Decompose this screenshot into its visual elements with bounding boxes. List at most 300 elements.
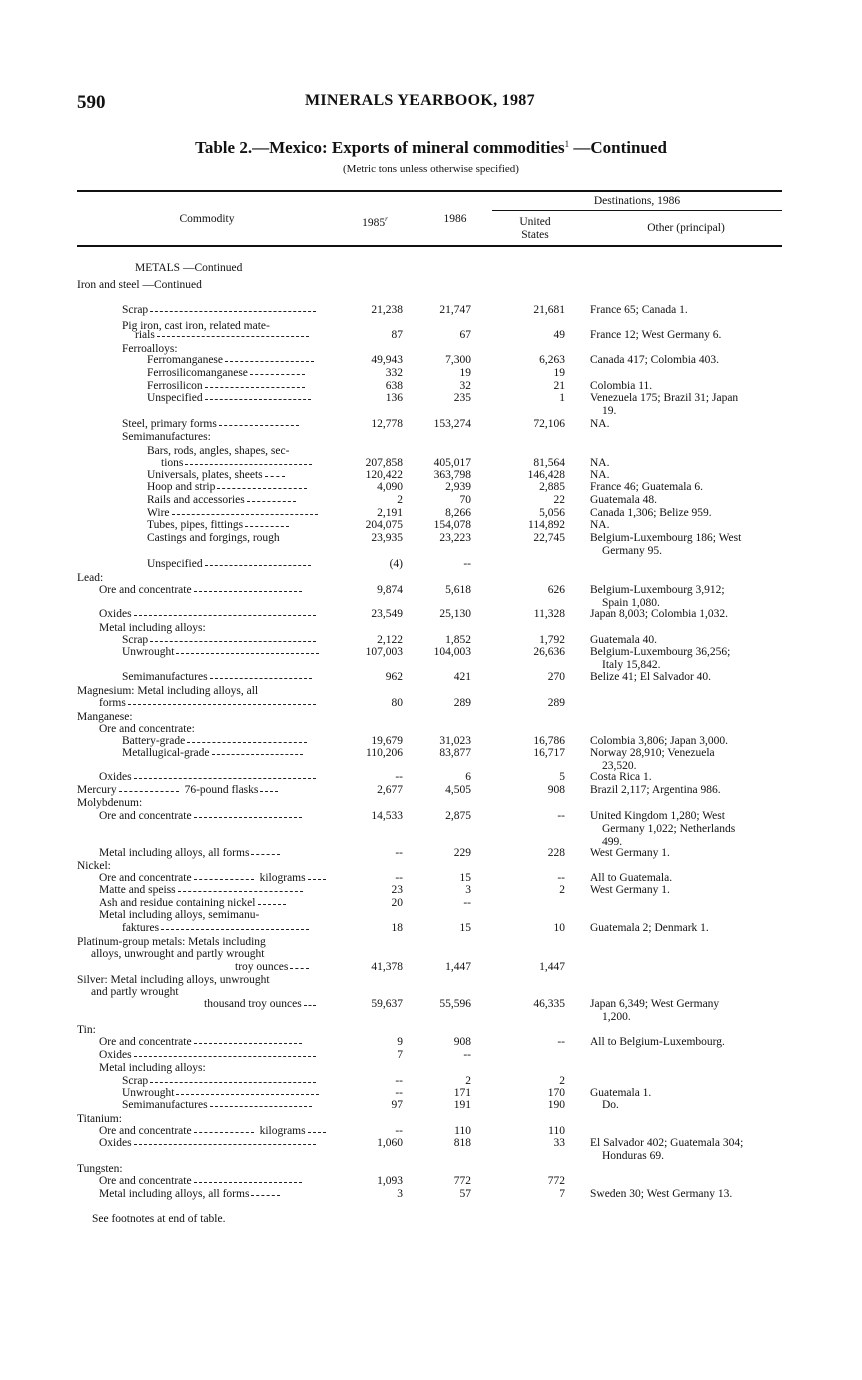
value-1986: 104,003 <box>433 646 471 658</box>
table-row <box>77 847 787 861</box>
value-1986: 7,300 <box>445 354 471 366</box>
commodity-label: tions <box>161 457 184 469</box>
value-united-states: 21 <box>553 380 565 392</box>
other-destinations <box>590 922 709 935</box>
value-1985: 23 <box>391 884 403 896</box>
commodity-cell <box>147 367 305 380</box>
commodity-label: thousand troy ounces <box>204 998 302 1010</box>
value-united-states: 72,106 <box>533 418 565 430</box>
value-1986: 405,017 <box>433 457 471 469</box>
other-destinations <box>590 646 730 672</box>
destination-line: Venezuela 175; Brazil 31; Japan <box>590 392 739 404</box>
other-destinations <box>590 671 711 684</box>
commodity-label: Unwrought <box>122 646 175 658</box>
value-1985: 87 <box>391 329 403 341</box>
title-footnote-mark: 1 <box>564 139 570 149</box>
commodity-label: Metal including alloys, all forms <box>99 847 250 859</box>
leader-dots <box>308 1129 326 1133</box>
table-row <box>77 646 787 671</box>
leader-dots <box>219 422 299 426</box>
value-united-states: 270 <box>547 671 565 683</box>
value-1986: 1,447 <box>445 961 471 973</box>
destination-line: France 12; West Germany 6. <box>590 329 722 341</box>
commodity-label: Metallugical-grade <box>122 747 210 759</box>
value-united-states: 5,056 <box>539 507 565 519</box>
table-row <box>77 671 787 685</box>
other-destinations <box>590 494 657 507</box>
value-1986: 153,274 <box>433 418 471 430</box>
leader-dots <box>134 1141 317 1145</box>
commodity-label: Manganese: <box>77 711 133 723</box>
value-united-states: 11,328 <box>533 608 565 620</box>
destination-line: NA. <box>590 457 610 469</box>
commodity-label: Ore and concentrate <box>99 584 192 596</box>
value-1985: 207,858 <box>365 457 403 469</box>
value-1985: 19,679 <box>371 735 403 747</box>
header-other-principal: Other (principal) <box>647 222 725 234</box>
commodity-label: Ore and concentrate <box>99 872 192 884</box>
destination-continuation: 499. <box>602 836 623 848</box>
value-united-states: 289 <box>547 697 565 709</box>
commodity-label: Magnesium: Metal including alloys, all <box>77 685 259 697</box>
leader-dots <box>194 1040 303 1044</box>
commodity-label: faktures <box>122 922 160 934</box>
other-destinations <box>590 532 741 558</box>
value-united-states: 19 <box>553 367 565 379</box>
value-united-states: 908 <box>547 784 565 796</box>
value-united-states: 16,717 <box>533 747 565 759</box>
commodity-cell <box>122 922 309 935</box>
value-united-states: -- <box>557 810 565 822</box>
commodity-cell <box>235 961 309 974</box>
other-destinations <box>590 1099 619 1112</box>
commodity-cell <box>122 418 299 431</box>
value-1986: -- <box>463 558 471 570</box>
commodity-cell <box>99 810 302 823</box>
value-1986: 171 <box>453 1087 471 1099</box>
other-destinations <box>590 354 719 367</box>
value-united-states: 228 <box>547 847 565 859</box>
leader-dots <box>217 485 306 489</box>
table-row <box>77 354 787 368</box>
table-row <box>77 304 787 318</box>
destination-line: Belgium-Luxembourg 36,256; <box>590 646 731 658</box>
leader-dots <box>205 384 306 388</box>
value-1985: -- <box>395 1075 403 1087</box>
header-united-states <box>495 216 575 242</box>
commodity-cell <box>99 584 302 597</box>
value-1986: -- <box>463 897 471 909</box>
other-destinations <box>590 884 670 897</box>
value-united-states: 1 <box>559 392 565 404</box>
value-united-states: 114,892 <box>528 519 565 531</box>
commodity-label: Semimanufactures: <box>122 431 211 443</box>
value-1985: 2,191 <box>377 507 403 519</box>
table-row <box>77 262 787 276</box>
leader-dots <box>161 926 309 930</box>
table-row <box>77 1175 787 1189</box>
value-1986: 23,223 <box>439 532 471 544</box>
commodity-label: Metal including alloys, all forms <box>99 1188 250 1200</box>
leader-dots <box>119 788 179 792</box>
value-1986: 55,596 <box>439 998 471 1010</box>
other-destinations <box>590 418 610 431</box>
destination-line: West Germany 1. <box>590 847 670 859</box>
leader-dots <box>250 371 305 375</box>
leader-dots <box>172 511 318 515</box>
commodity-label: Titanium: <box>77 1113 122 1125</box>
leader-dots <box>194 814 303 818</box>
destination-line: Guatemala 1. <box>590 1087 652 1099</box>
commodity-cell <box>147 519 289 532</box>
value-1985: -- <box>395 847 403 859</box>
value-1986: 2 <box>465 1075 471 1087</box>
commodity-label: Oxides <box>99 771 132 783</box>
table-row <box>77 481 787 495</box>
commodity-cell <box>99 1188 280 1201</box>
leader-dots <box>205 396 311 400</box>
value-1986: 32 <box>459 380 471 392</box>
value-united-states: 22,745 <box>533 532 565 544</box>
commodity-cell <box>99 1137 316 1150</box>
value-1985: 1,060 <box>377 1137 403 1149</box>
commodity-cell <box>135 262 242 275</box>
table-row <box>77 279 787 293</box>
value-united-states: 2 <box>559 1075 565 1087</box>
destination-continuation: 19. <box>602 405 617 417</box>
leader-dots <box>134 1053 317 1057</box>
value-1985: (4) <box>389 558 403 570</box>
table-row <box>77 909 787 923</box>
leader-dots <box>245 523 289 527</box>
value-1985: 3 <box>397 1188 403 1200</box>
destination-line: Do. <box>602 1099 619 1111</box>
value-1985: 332 <box>385 367 403 379</box>
destination-line: NA. <box>590 418 610 430</box>
value-1985: 80 <box>391 697 403 709</box>
value-1985: 49,943 <box>371 354 403 366</box>
commodity-label: Lead: <box>77 572 104 584</box>
commodity-label: troy ounces <box>235 961 289 973</box>
table-row <box>77 1062 787 1076</box>
commodity-label: Tungsten: <box>77 1163 123 1175</box>
leader-dots <box>225 358 314 362</box>
destinations-rule <box>492 210 782 211</box>
other-destinations <box>590 304 688 317</box>
destination-line: Sweden 30; West Germany 13. <box>590 1188 733 1200</box>
table-row <box>77 431 787 445</box>
commodity-label: Ferrosilicon <box>147 380 203 392</box>
table-row <box>77 810 787 848</box>
value-united-states: -- <box>557 872 565 884</box>
value-1985: 110,206 <box>366 747 403 759</box>
commodity-cell <box>147 494 296 507</box>
table-top-rule <box>77 190 782 192</box>
leader-dots <box>150 1079 316 1083</box>
table-row <box>77 771 787 785</box>
value-1986: 25,130 <box>439 608 471 620</box>
commodity-cell <box>122 1099 312 1112</box>
value-1986: 421 <box>453 671 471 683</box>
leader-dots <box>251 851 280 855</box>
commodity-label: Metal including alloys: <box>99 1062 206 1074</box>
commodity-label: Ore and concentrate <box>99 1125 192 1137</box>
commodity-cell <box>147 558 311 571</box>
header-commodity: Commodity <box>179 213 235 225</box>
commodity-label: Bars, rods, angles, shapes, sec- <box>147 445 290 457</box>
value-united-states: 2,885 <box>539 481 565 493</box>
commodity-label: Metal including alloys, semimanu- <box>99 909 260 921</box>
value-1985: 9,874 <box>377 584 403 596</box>
value-united-states: 626 <box>547 584 565 596</box>
value-united-states: 170 <box>547 1087 565 1099</box>
table-row <box>77 784 787 798</box>
commodity-cell <box>122 671 312 684</box>
header-us-line1: United <box>519 216 551 228</box>
leader-dots <box>176 650 319 654</box>
commodity-cell <box>122 646 319 659</box>
destination-line: Colombia 3,806; Japan 3,000. <box>590 735 728 747</box>
value-united-states: 1,792 <box>539 634 565 646</box>
value-1986: 6 <box>465 771 471 783</box>
destination-line: Belgium-Luxembourg 186; West <box>590 532 742 544</box>
value-united-states: 6,263 <box>539 354 565 366</box>
commodity-label: Tubes, pipes, fittings <box>147 519 244 531</box>
other-destinations <box>590 608 728 621</box>
other-destinations <box>590 1036 725 1049</box>
value-united-states: 10 <box>553 922 565 934</box>
value-united-states: 46,335 <box>533 998 565 1010</box>
value-1985: 204,075 <box>365 519 403 531</box>
leader-dots <box>194 1129 254 1133</box>
other-destinations <box>590 329 721 342</box>
value-united-states: -- <box>557 1036 565 1048</box>
leader-dots <box>134 612 317 616</box>
value-1985: 2,122 <box>377 634 403 646</box>
commodity-label: Universals, plates, sheets <box>147 469 263 481</box>
commodity-label: Pig iron, cast iron, related mate- <box>122 320 270 332</box>
commodity-cell <box>99 1062 206 1075</box>
value-1985: 97 <box>391 1099 403 1111</box>
commodity-cell <box>122 431 211 444</box>
footnote-reference: See footnotes at end of table. <box>92 1213 226 1225</box>
commodity-label: Iron and steel —Continued <box>77 279 202 291</box>
value-1986: 15 <box>459 922 471 934</box>
commodity-label: and partly wrought <box>91 986 179 998</box>
commodity-cell <box>135 329 309 342</box>
leader-dots <box>205 562 311 566</box>
value-1986: 83,877 <box>439 747 471 759</box>
commodity-cell <box>91 948 264 961</box>
value-1985: 1,093 <box>377 1175 403 1187</box>
other-destinations <box>590 519 610 532</box>
leader-dots <box>290 965 308 969</box>
table-row <box>77 418 787 432</box>
value-1986: 15 <box>459 872 471 884</box>
leader-dots <box>150 308 316 312</box>
other-destinations <box>590 847 670 860</box>
destination-line: Brazil 2,117; Argentina 986. <box>590 784 721 796</box>
value-united-states: 5 <box>559 771 565 783</box>
destination-continuation: Italy 15,842. <box>602 659 661 671</box>
commodity-cell <box>99 1175 302 1188</box>
other-destinations <box>590 784 721 797</box>
header-bottom-rule <box>77 245 782 247</box>
commodity-label: Semimanufactures <box>122 671 208 683</box>
header-1986: 1986 <box>443 213 467 225</box>
destination-line: Belize 41; El Salvador 40. <box>590 671 712 683</box>
commodity-cell <box>99 697 316 710</box>
leader-dots <box>265 473 286 477</box>
commodity-cell <box>99 884 303 897</box>
commodity-label: Oxides <box>99 1137 132 1149</box>
value-1985: 41,378 <box>371 961 403 973</box>
value-united-states: 7 <box>559 1188 565 1200</box>
destination-line: Colombia 11. <box>590 380 653 392</box>
commodity-label: Scrap <box>122 304 149 316</box>
value-1986: 2,939 <box>445 481 471 493</box>
commodity-label: Scrap <box>122 634 149 646</box>
header-1985-label: 1985 <box>362 216 386 229</box>
commodity-label: Unspecified <box>147 558 203 570</box>
commodity-label: Ore and concentrate <box>99 1036 192 1048</box>
value-1986: 191 <box>453 1099 471 1111</box>
destination-line: All to Belgium-Luxembourg. <box>590 1036 725 1048</box>
commodity-label: Unwrought <box>122 1087 175 1099</box>
leader-dots <box>194 876 254 880</box>
value-1986: 57 <box>459 1188 471 1200</box>
destination-continuation: Germany 1,022; Netherlands <box>602 823 736 835</box>
leader-dots <box>128 701 317 705</box>
value-1985: 12,778 <box>371 418 403 430</box>
value-1985: 2 <box>397 494 403 506</box>
commodity-label: Oxides <box>99 608 132 620</box>
commodity-cell <box>147 532 280 545</box>
table-row <box>77 1036 787 1050</box>
table-row <box>77 1188 787 1202</box>
unit-label: 76-pound flasks <box>184 784 259 796</box>
table-row <box>77 519 787 533</box>
destination-line: Guatemala 48. <box>590 494 658 506</box>
commodity-cell <box>77 784 278 797</box>
destination-line: West Germany 1. <box>590 884 670 896</box>
destination-continuation: 23,520. <box>602 760 637 772</box>
leader-dots <box>194 1179 303 1183</box>
value-1985: 136 <box>385 392 403 404</box>
table-subtitle: (Metric tons unless otherwise specified) <box>343 163 519 175</box>
destination-line: All to Guatemala. <box>590 872 673 884</box>
value-1986: 70 <box>459 494 471 506</box>
table-row <box>77 608 787 622</box>
leader-dots <box>134 775 317 779</box>
commodity-cell <box>122 304 316 317</box>
value-1986: 908 <box>453 1036 471 1048</box>
value-1985: 20 <box>391 897 403 909</box>
commodity-label: Ferroalloys: <box>122 343 178 355</box>
leader-dots <box>247 498 296 502</box>
commodity-label: Wire <box>147 507 170 519</box>
table-row <box>77 747 787 772</box>
value-1985: -- <box>395 771 403 783</box>
leader-dots <box>251 1192 280 1196</box>
table-row <box>77 584 787 609</box>
value-1986: 21,747 <box>439 304 471 316</box>
value-1985: -- <box>395 872 403 884</box>
value-united-states: 81,564 <box>533 457 565 469</box>
destination-line: France 65; Canada 1. <box>590 304 688 316</box>
table-row <box>77 329 787 343</box>
value-united-states: 190 <box>547 1099 565 1111</box>
title-text: Table 2.—Mexico: Exports of mineral commodities <box>195 138 565 157</box>
other-destinations <box>590 1188 732 1201</box>
table-row <box>77 367 787 381</box>
commodity-label: Ferromanganese <box>147 354 223 366</box>
other-destinations <box>590 810 735 849</box>
value-united-states: 26,636 <box>533 646 565 658</box>
commodity-label: Ore and concentrate <box>99 1175 192 1187</box>
commodity-label: Oxides <box>99 1049 132 1061</box>
destination-line: Canada 417; Colombia 403. <box>590 354 720 366</box>
header-destinations: Destinations, 1986 <box>593 195 681 207</box>
value-united-states: 2 <box>559 884 565 896</box>
value-united-states: 21,681 <box>533 304 565 316</box>
commodity-cell <box>77 797 142 810</box>
title-suffix: —Continued <box>569 138 667 157</box>
other-destinations <box>590 998 719 1024</box>
value-1985: -- <box>395 1087 403 1099</box>
value-united-states: 16,786 <box>533 735 565 747</box>
destination-line: NA. <box>590 469 610 481</box>
table-row <box>77 948 787 962</box>
value-united-states: 49 <box>553 329 565 341</box>
commodity-label: Scrap <box>122 1075 149 1087</box>
commodity-label: Matte and speiss <box>99 884 176 896</box>
commodity-label: Battery-grade <box>122 735 186 747</box>
value-1985: 14,533 <box>371 810 403 822</box>
table-row <box>77 961 787 975</box>
commodity-cell <box>204 998 316 1011</box>
value-1985: 23,935 <box>371 532 403 544</box>
value-1986: 19 <box>459 367 471 379</box>
commodity-label: Nickel: <box>77 860 111 872</box>
table-row <box>77 797 787 811</box>
other-destinations <box>590 1137 743 1163</box>
value-1985: 4,090 <box>377 481 403 493</box>
commodity-label: Hoop and strip <box>147 481 216 493</box>
commodity-label: Semimanufactures <box>122 1099 208 1111</box>
value-1986: 818 <box>453 1137 471 1149</box>
commodity-label: Platinum-group metals: Metals including <box>77 936 266 948</box>
commodity-label: Molybdenum: <box>77 797 143 809</box>
table-row <box>77 922 787 936</box>
value-1986: -- <box>463 1049 471 1061</box>
commodity-label: Castings and forgings, rough <box>147 532 280 544</box>
destination-line: Japan 6,349; West Germany <box>590 998 720 1010</box>
running-head: MINERALS YEARBOOK, 1987 <box>305 92 535 109</box>
table-row <box>77 1099 787 1113</box>
commodity-cell <box>99 1036 302 1049</box>
value-united-states: 1,447 <box>539 961 565 973</box>
destination-line: Guatemala 2; Denmark 1. <box>590 922 709 934</box>
commodity-cell <box>99 909 259 922</box>
table-row <box>77 494 787 508</box>
leader-dots <box>258 901 287 905</box>
value-1985: 59,637 <box>371 998 403 1010</box>
table-row <box>77 532 787 557</box>
destination-line: Guatemala 40. <box>590 634 658 646</box>
table-row <box>77 558 787 572</box>
value-1986: 154,078 <box>433 519 471 531</box>
